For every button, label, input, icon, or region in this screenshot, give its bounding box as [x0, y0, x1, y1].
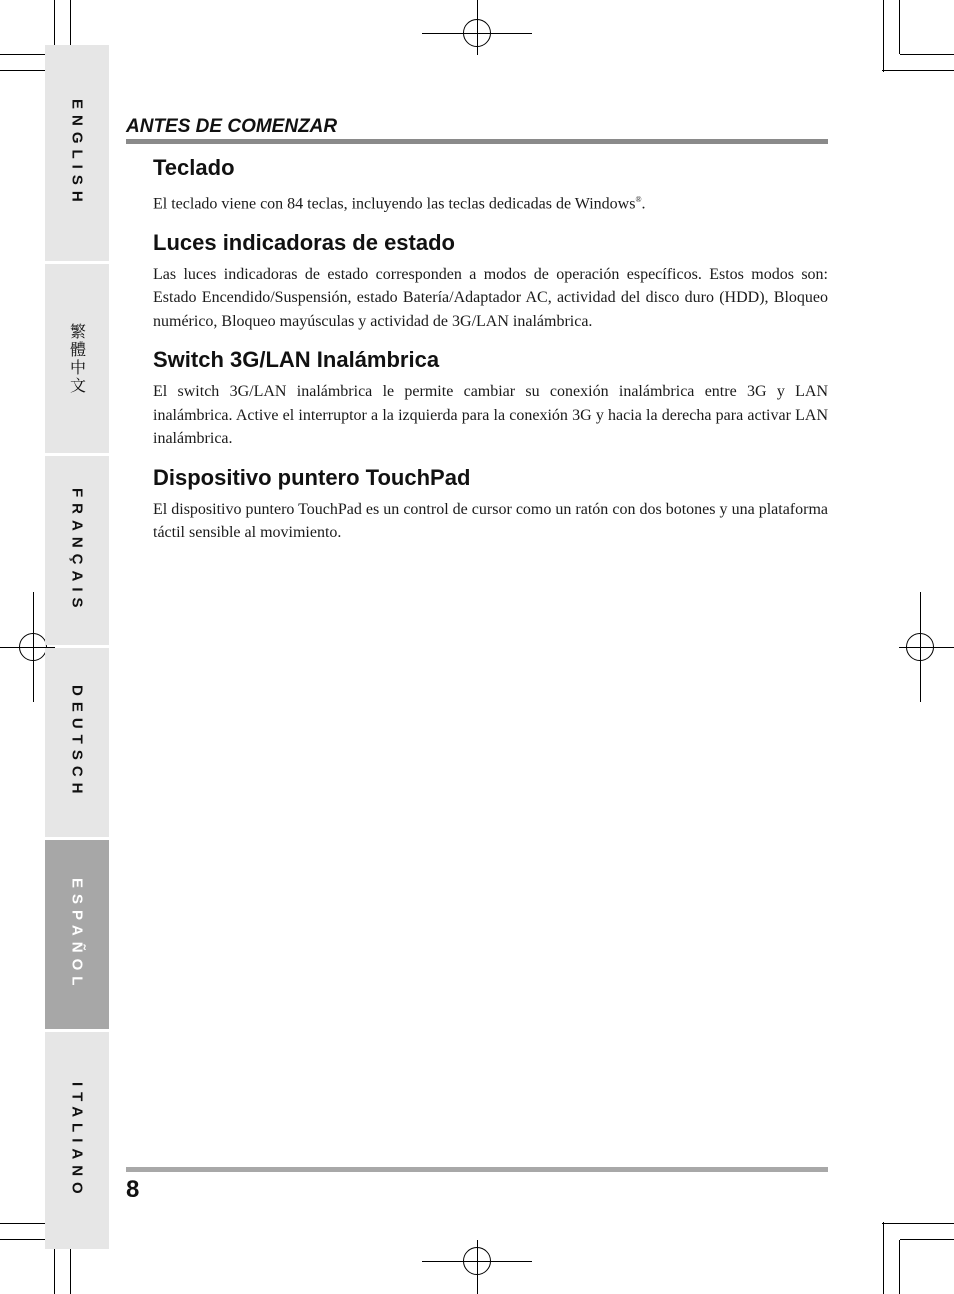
- registered-mark: ®: [635, 195, 642, 204]
- tab-deutsch[interactable]: [45, 648, 109, 837]
- section-luces-indicadoras: [153, 229, 828, 334]
- page-content: [153, 154, 828, 558]
- body-text: El teclado viene con 84 teclas, incluyendo las teclas dedicadas de Windows: [153, 195, 636, 213]
- section-teclado: [153, 154, 828, 216]
- tab-espanol[interactable]: [45, 840, 109, 1029]
- language-tabs: [45, 45, 109, 1249]
- tab-traditional-chinese[interactable]: [45, 264, 109, 453]
- section-heading: Luces indicadoras de estado: [153, 229, 455, 255]
- page-header-title: ANTES DE COMENZAR: [126, 116, 338, 137]
- page-number: 8: [126, 1176, 140, 1203]
- footer-rule: [126, 1167, 828, 1172]
- section-heading: Teclado: [153, 155, 235, 180]
- section-body: El switch 3G/LAN inalámbrica le permite cambiar su conexión inalámbrica entre 3G y LAN inalámbrica. Active el interruptor a la izquierda para la conexión 3G y hacia la derecha para activar LAN inalámbrica.: [153, 383, 828, 448]
- tab-label: DEUTSCH: [68, 685, 86, 800]
- tab-label: ESPAÑOL: [68, 877, 86, 992]
- tab-label: 繁體中文: [67, 322, 87, 395]
- section-body: El dispositivo puntero TouchPad es un control de cursor como un ratón con dos botones y una plataforma táctil sensible al movimiento.: [153, 500, 828, 542]
- tab-label: ITALIANO: [68, 1081, 86, 1200]
- section-body: [153, 188, 828, 216]
- tab-label: FRANÇAIS: [68, 487, 86, 614]
- tab-english[interactable]: [45, 45, 109, 261]
- tab-francais[interactable]: [45, 456, 109, 645]
- section-body: Las luces indicadoras de estado corresponden a modos de operación específicos. Estos modos son: Estado Encendido/Suspensión, estado Batería/Adaptador AC, actividad del disco duro (HDD), Bloqueo numérico, Bloqueo mayúsculas y actividad de 3G/LAN inalámbrica.: [153, 265, 828, 330]
- body-text-end: .: [641, 195, 646, 213]
- tab-italiano[interactable]: [45, 1032, 109, 1249]
- section-switch-3g-lan: [153, 346, 828, 451]
- section-heading: Switch 3G/LAN Inalámbrica: [153, 347, 440, 373]
- header-rule: [126, 139, 828, 144]
- section-touchpad: [153, 464, 828, 545]
- section-heading: Dispositivo puntero TouchPad: [153, 464, 471, 490]
- tab-label: ENGLISH: [68, 98, 86, 208]
